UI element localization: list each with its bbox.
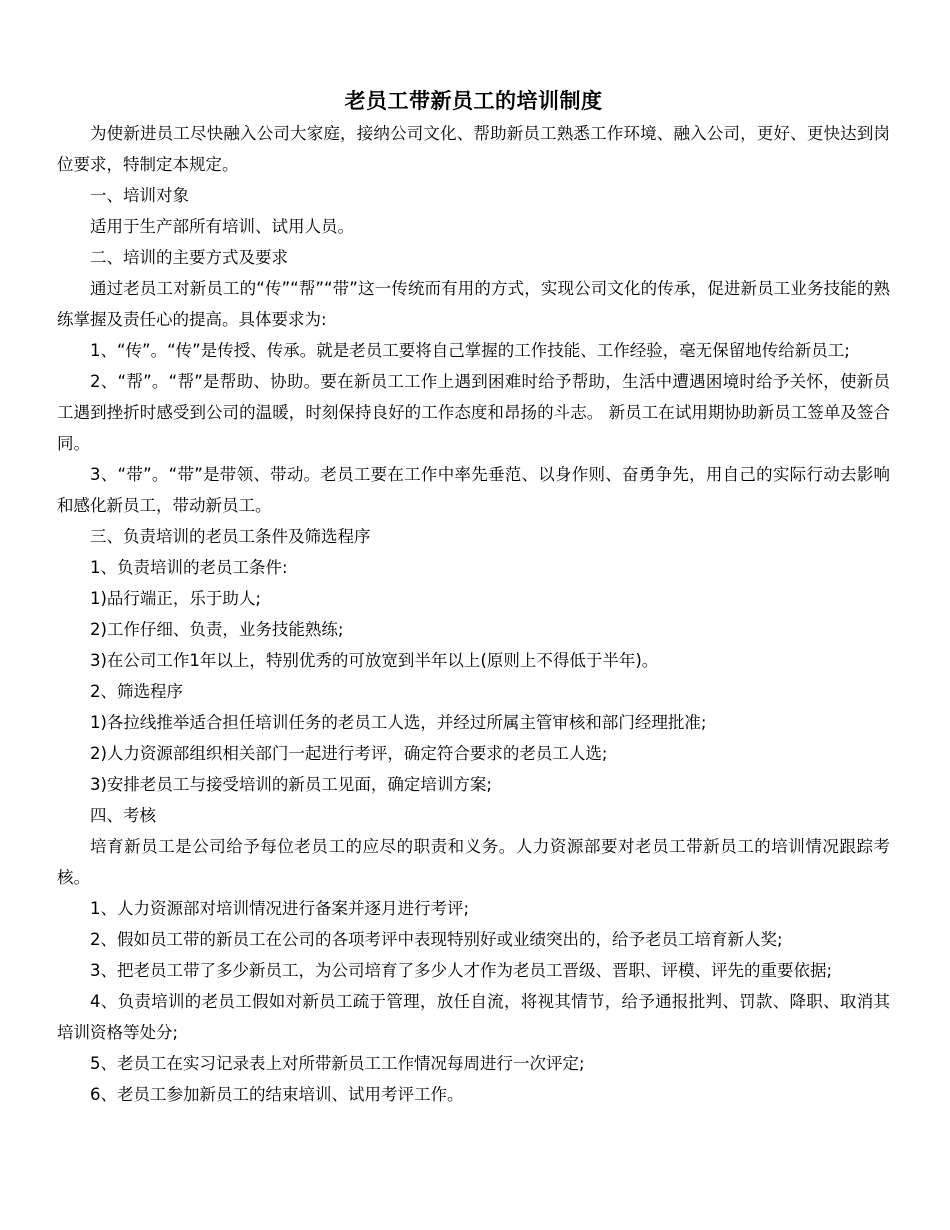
list-item-assessment-3: 3、把老员工带了多少新员工，为公司培育了多少人才作为老员工晋级、晋职、评模、评先的重要依据; <box>90 961 833 980</box>
document-title: 老员工带新员工的培训制度 <box>344 89 603 113</box>
paragraph-dai: 3、“带”。“带”是带领、带动。老员工要在工作中率先垂范、以身作则、奋勇争先，用自己的实际行动去影响和感化新员工，带动新员工。 <box>57 465 890 515</box>
heading-training-target: 一、培训对象 <box>90 186 189 205</box>
list-item-selection-3: 3)安排老员工与接受培训的新员工见面，确定培训方案; <box>90 775 492 794</box>
document-page <box>57 84 890 1110</box>
list-item-assessment-4: 4、负责培训的老员工假如对新员工疏于管理，放任自流，将视其情节，给予通报批判、罚款、降职、取消其培训资格等处分; <box>57 992 890 1042</box>
list-item-condition-2: 2)工作仔细、负责，业务技能熟练; <box>90 620 344 639</box>
heading-trainer-conditions: 三、负责培训的老员工条件及筛选程序 <box>90 527 371 546</box>
list-item-assessment-2: 2、假如员工带的新员工在公司的各项考评中表现特别好或业绩突出的，给予老员工培育新人奖; <box>90 930 783 949</box>
heading-assessment: 四、考核 <box>90 806 156 825</box>
list-item-assessment-6: 6、老员工参加新员工的结束培训、试用考评工作。 <box>90 1085 464 1104</box>
paragraph-chuan: 1、“传”。“传”是传授、传承。就是老员工要将自己掌握的工作技能、工作经验，毫无保留地传给新员工; <box>90 341 850 360</box>
list-item-assessment-5: 5、老员工在实习记录表上对所带新员工工作情况每周进行一次评定; <box>90 1054 585 1073</box>
list-item-selection-1: 1)各拉线推举适合担任培训任务的老员工人选，并经过所属主管审核和部门经理批准; <box>90 713 707 732</box>
heading-training-methods: 二、培训的主要方式及要求 <box>90 248 288 267</box>
list-item-condition-3: 3)在公司工作1年以上，特别优秀的可放宽到半年以上(原则上不得低于半年)。 <box>90 651 659 670</box>
list-item-assessment-1: 1、人力资源部对培训情况进行备案并逐月进行考评; <box>90 899 470 918</box>
paragraph-scope: 适用于生产部所有培训、试用人员。 <box>90 217 354 236</box>
list-item-selection-2: 2)人力资源部组织相关部门一起进行考评，确定符合要求的老员工人选; <box>90 744 608 763</box>
paragraph-methods-intro: 通过老员工对新员工的“传”“帮”“带”这一传统而有用的方式，实现公司文化的传承，促进新员工业务技能的熟练掌握及责任心的提高。具体要求为: <box>57 279 890 329</box>
subheading-trainer-conditions: 1、负责培训的老员工条件: <box>90 558 288 577</box>
subheading-selection-process: 2、筛选程序 <box>90 682 183 701</box>
paragraph-bang: 2、“帮”。“帮”是帮助、协助。要在新员工工作上遇到困难时给予帮助，生活中遭遇困境时给予关怀，使新员工遇到挫折时感受到公司的温暖，时刻保持良好的工作态度和昂扬的斗志。 新员工在试用期协助新员工签单及签合同。 <box>57 372 890 453</box>
paragraph-assessment-intro: 培育新员工是公司给予每位老员工的应尽的职责和义务。人力资源部要对老员工带新员工的培训情况跟踪考核。 <box>57 837 890 887</box>
paragraph-intro: 为使新进员工尽快融入公司大家庭，接纳公司文化、帮助新员工熟悉工作环境、融入公司，更好、更快达到岗位要求，特制定本规定。 <box>57 124 890 174</box>
list-item-condition-1: 1)品行端正，乐于助人; <box>90 589 261 608</box>
